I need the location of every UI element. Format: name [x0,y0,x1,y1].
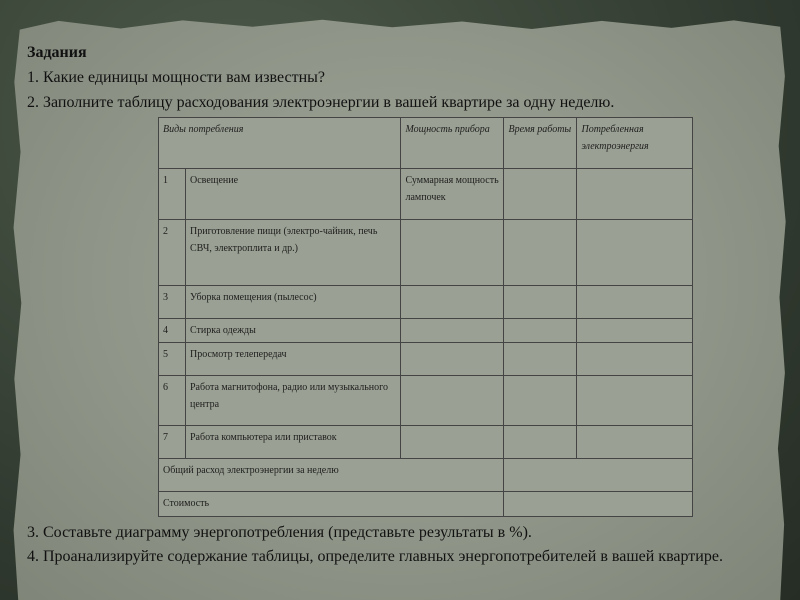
row-consumed [577,286,693,319]
row-time [504,286,577,319]
row-time [504,343,577,376]
row-name: Работа компьютера или приставок [186,426,401,459]
total-value [504,459,693,492]
header-consumed: Потребленная электроэнергия [577,118,693,169]
table-header-row [159,118,693,169]
row-time [504,426,577,459]
row-time [504,319,577,343]
row-power: Суммарная мощность лампочек [401,169,504,220]
task-4: 4. Проанализируйте содержание таблицы, определите главных энергопотребителей в вашей квартире. [27,548,723,565]
row-number: 7 [159,426,186,459]
row-consumed [577,376,693,426]
table-total-row [159,459,693,492]
row-power [401,286,504,319]
row-time [504,376,577,426]
cost-value [504,492,693,517]
table-row [159,376,693,426]
row-power [401,343,504,376]
row-number: 1 [159,169,186,220]
total-label: Общий расход электроэнергии за неделю [159,459,504,492]
row-name: Приготовление пищи (электро-чайник, печь СВЧ, электроплита и др.) [186,220,401,286]
table-row [159,343,693,376]
task-3: 3. Составьте диаграмму энергопотребления (представьте результаты в %). [27,524,532,541]
row-number: 3 [159,286,186,319]
row-number: 4 [159,319,186,343]
row-number: 5 [159,343,186,376]
row-consumed [577,169,693,220]
row-consumed [577,319,693,343]
row-name: Уборка помещения (пылесос) [186,286,401,319]
row-name: Работа магнитофона, радио или музыкального центра [186,376,401,426]
table-row [159,169,693,220]
row-power [401,319,504,343]
row-power [401,220,504,286]
cost-label: Стоимость [159,492,504,517]
header-time: Время работы [504,118,577,169]
row-name: Освещение [186,169,401,220]
row-consumed [577,426,693,459]
table-cost-row [159,492,693,517]
row-number: 2 [159,220,186,286]
row-consumed [577,220,693,286]
row-number: 6 [159,376,186,426]
row-time [504,220,577,286]
energy-table [158,117,693,517]
row-name: Просмотр телепередач [186,343,401,376]
task-1: 1. Какие единицы мощности вам известны? [27,69,326,86]
row-time [504,169,577,220]
table-row [159,286,693,319]
row-power [401,426,504,459]
table-row [159,319,693,343]
task-2: 2. Заполните таблицу расходования электроэнергии в вашей квартире за одну неделю. [27,94,615,111]
table-row [159,426,693,459]
header-type: Виды потребления [159,118,401,169]
page-title: Задания [27,44,87,61]
row-power [401,376,504,426]
header-power: Мощность прибора [401,118,504,169]
table-row [159,220,693,286]
row-name: Стирка одежды [186,319,401,343]
row-consumed [577,343,693,376]
